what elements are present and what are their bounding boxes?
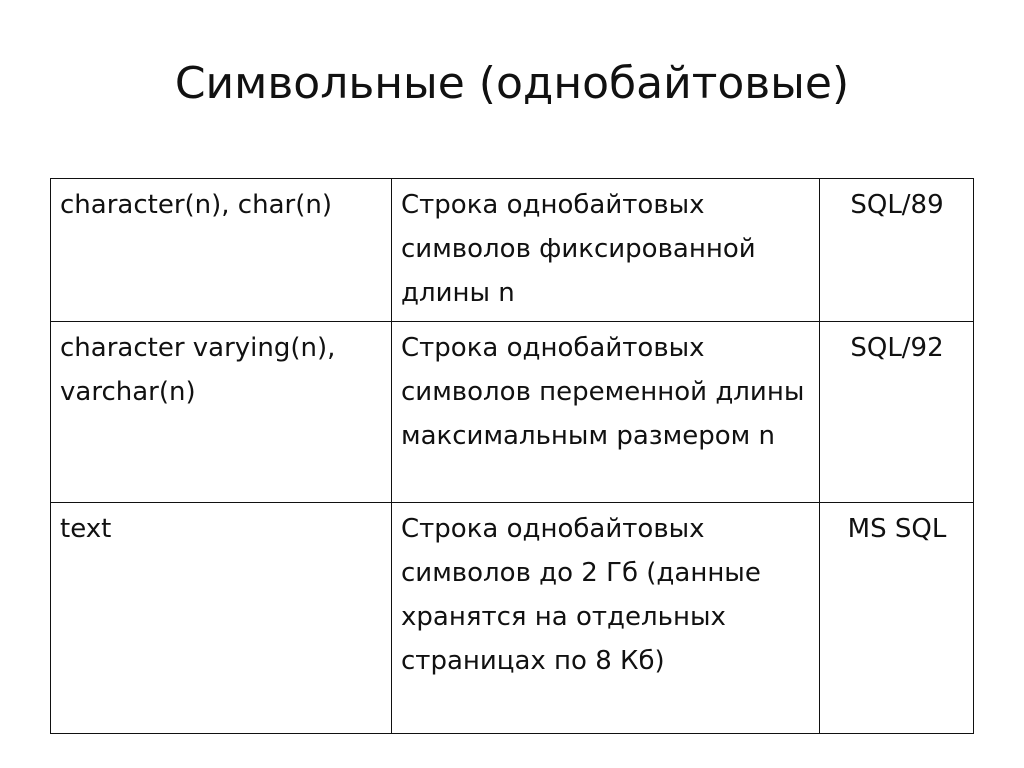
data-types-table: [50, 178, 974, 734]
slide-title: Символьные (однобайтовые): [174, 58, 850, 109]
description-cell: Строка однобайтовых символов до 2 Гб (данные хранятся на отдельных страницах по 8 Кб): [392, 503, 820, 734]
standard-cell: SQL/89: [820, 179, 974, 322]
description-cell: Строка однобайтовых символов фиксированной длины n: [392, 179, 820, 322]
type-cell: character(n), char(n): [51, 179, 392, 322]
type-cell: character varying(n), varchar(n): [51, 322, 392, 503]
description-cell: Строка однобайтовых символов переменной длины максимальным размером n: [392, 322, 820, 503]
standard-cell: MS SQL: [820, 503, 974, 734]
table-row: [51, 503, 974, 734]
table-row: [51, 322, 974, 503]
table-row: [51, 179, 974, 322]
standard-cell: SQL/92: [820, 322, 974, 503]
type-cell: text: [51, 503, 392, 734]
